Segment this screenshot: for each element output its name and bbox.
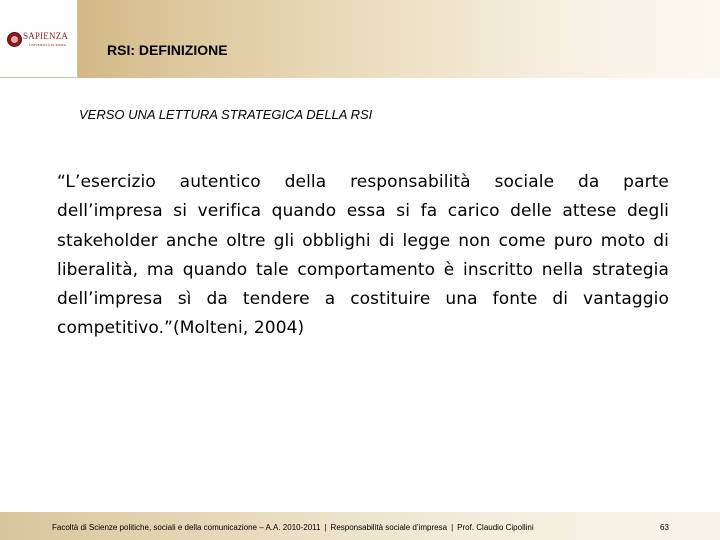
university-seal-icon	[7, 32, 22, 47]
footer-course: Responsabilità sociale d’impresa	[330, 523, 448, 532]
footer-separator: |	[324, 523, 327, 532]
footer-professor: Prof. Claudio Cipollini	[457, 523, 534, 532]
definition-quote: “L’esercizio autentico della responsabilità sociale da parte dell’impresa si verifica quando essa si fa carico delle attese degli stakeholder anche oltre gli obblighi di legge non come puro moto di liberalità, ma quando tale comportamento è inscritto nella strategia dell’impresa sì da tendere a costituire una fonte di vantaggio competitivo.”(Molteni, 2004)	[57, 172, 669, 339]
page-number: 63	[660, 523, 669, 532]
slide-title: RSI: DEFINIZIONE	[107, 42, 228, 58]
footer-separator: |	[451, 523, 454, 532]
footer-faculty: Facoltà di Scienze politiche, sociali e della comunicazione – A.A. 2010-2011	[52, 523, 321, 532]
university-logo	[0, 0, 78, 78]
header-band	[0, 0, 720, 78]
logo-subtext: UNIVERSITÀ DI ROMA	[29, 43, 66, 47]
footer-info	[52, 523, 534, 532]
logo-wordmark: SAPIENZA	[23, 31, 69, 41]
slide-subtitle: VERSO UNA LETTURA STRATEGICA DELLA RSI	[79, 107, 373, 122]
